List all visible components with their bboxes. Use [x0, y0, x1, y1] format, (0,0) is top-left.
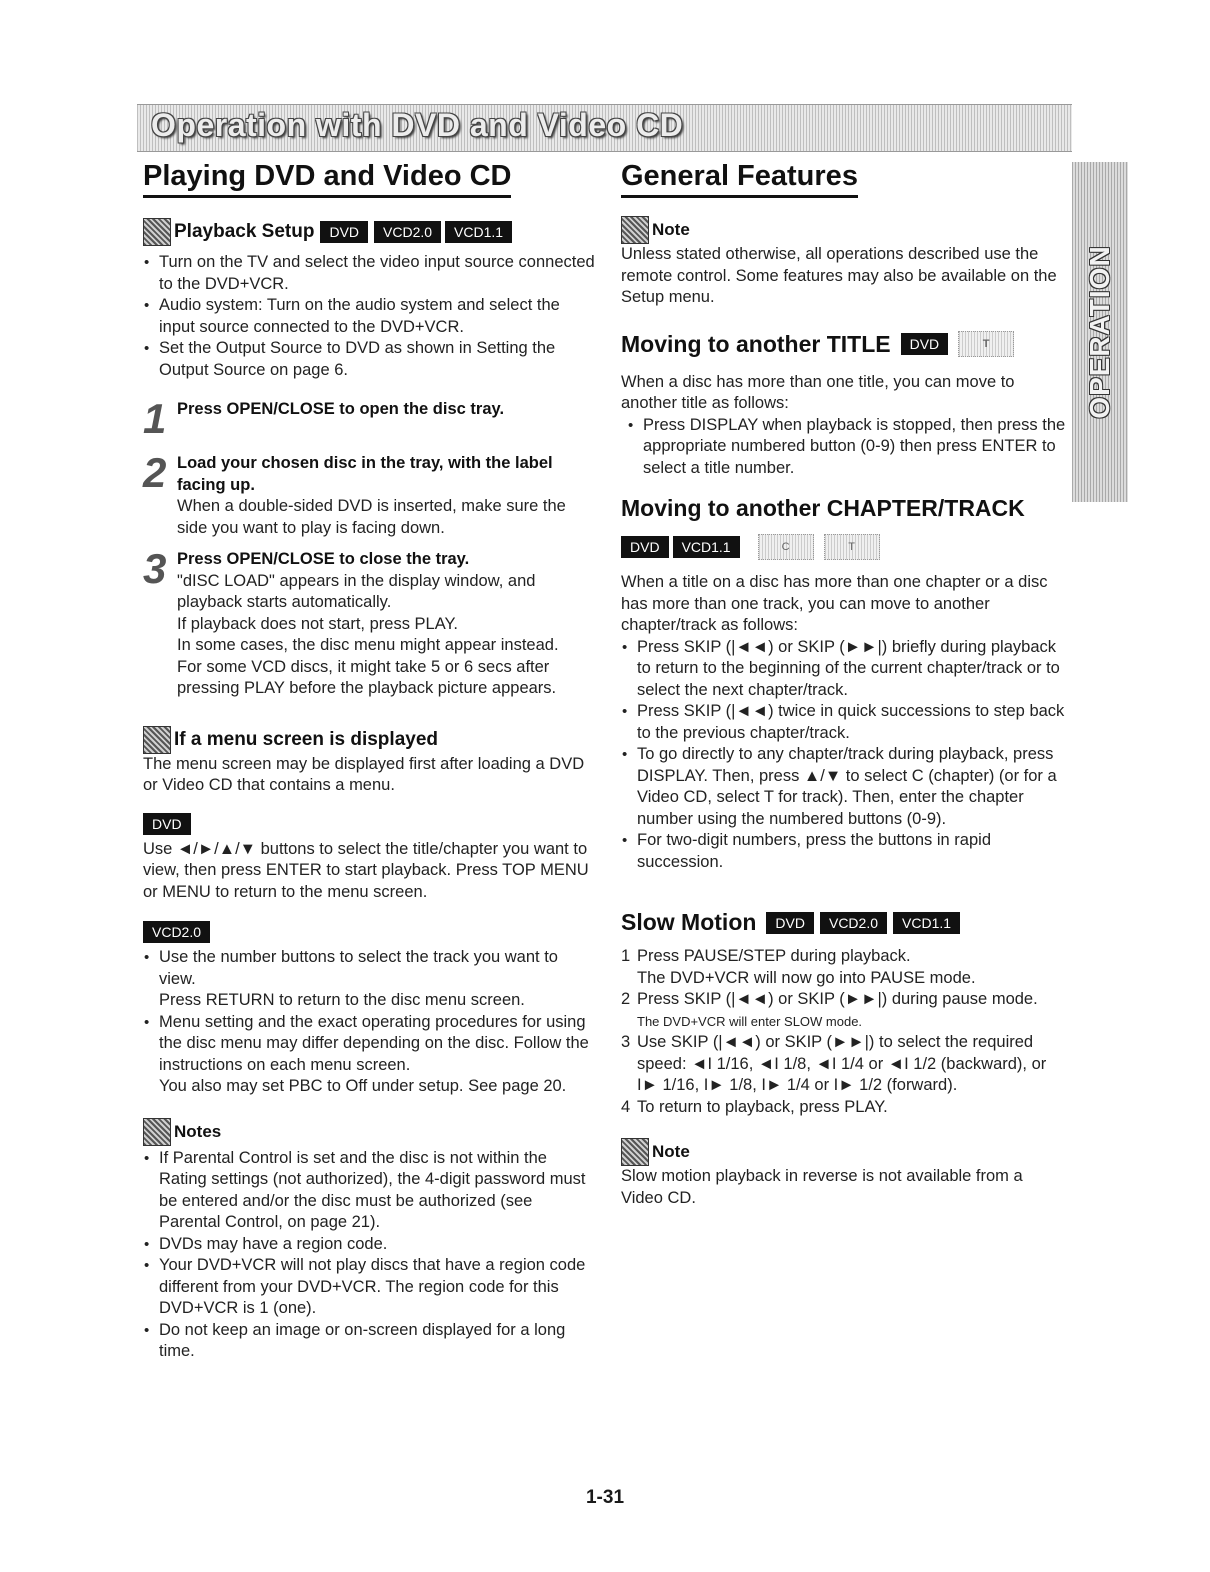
- list-item: • Turn on the TV and select the video input source connected to the DVD+VCR.: [143, 252, 598, 295]
- playback-setup-list: [143, 252, 598, 381]
- step-1: [143, 395, 598, 445]
- vcd20-badge: VCD2.0: [143, 921, 210, 943]
- page-number: 1-31: [585, 1487, 625, 1508]
- note-icon: [143, 726, 171, 754]
- right-column: [621, 160, 1069, 1209]
- dvd-badge: DVD: [766, 912, 814, 934]
- step-3: [143, 545, 598, 700]
- notes-title: Notes: [174, 1121, 222, 1141]
- list-item: 2 Press SKIP (|◄◄) or SKIP (►►|) during pause mode. The DVD+VCR will enter SLOW mode.: [621, 990, 1038, 1029]
- step-body: When a double-sided DVD is inserted, make sure the side you want to play is facing down.: [177, 497, 566, 537]
- display-indicator-icon: T: [958, 331, 1014, 357]
- vcd20-badge: VCD2.0: [374, 221, 441, 243]
- step-body: For some VCD discs, it might take 5 or 6 secs after pressing PLAY before the playback picture appears.: [177, 657, 557, 697]
- vcd-block: [143, 921, 598, 1098]
- list-item: • Menu setting and the exact operating procedures for using the disc menu may differ depending on the disc. Follow the instructions on each menu screen. You also may set PBC to Off under setup. See page 20.: [143, 1012, 598, 1098]
- title-heading: [621, 331, 1069, 358]
- list-item: • Your DVD+VCR will not play discs that have a region code different from your DVD+VCR. The region code for this DVD+VCR is 1 (one).: [143, 1255, 598, 1320]
- list-item: 3 Use SKIP (|◄◄) or SKIP (►►|) to select the required speed: ◄I 1/16, ◄I 1/8, ◄I 1/4 or ◄I 1/2 (backward), or I► 1/16, I► 1/8, I► 1/4 or I► 1/2 (forward).: [621, 1033, 1047, 1094]
- dvd-badge: DVD: [320, 221, 368, 243]
- vcd11-badge: VCD1.1: [673, 536, 740, 558]
- step-head: Load your chosen disc in the tray, with the label facing up.: [177, 454, 553, 494]
- page-banner: [137, 104, 1072, 152]
- list-item: • Audio system: Turn on the audio system and select the input source connected to the DVD+VCR.: [143, 295, 598, 338]
- menu-screen-title: If a menu screen is displayed: [174, 728, 438, 750]
- chapter-intro: When a title on a disc has more than one chapter or a disc has more than one track, you can move to another chapter/track as follows:: [621, 573, 1048, 634]
- notes-list: [143, 1148, 598, 1363]
- note-icon: [621, 1138, 649, 1166]
- step-body: "dISC LOAD" appears in the display window, and playback starts automatically.: [177, 571, 536, 611]
- list-item: 1 Press PAUSE/STEP during playback. The DVD+VCR will now go into PAUSE mode.: [621, 947, 976, 987]
- dvd-instructions: Use ◄/►/▲/▼ buttons to select the title/chapter you want to view, then press ENTER to start playback. Press TOP MENU or MENU to return to the menu screen.: [143, 839, 589, 901]
- chapter-indicator-icon: C: [758, 534, 814, 560]
- chapter-badges: [621, 534, 1069, 560]
- dvd-badge: DVD: [143, 813, 191, 835]
- note-heading: [621, 216, 1069, 244]
- note2-heading: [621, 1138, 1069, 1166]
- list-item: • Do not keep an image or on-screen displayed for a long time.: [143, 1320, 598, 1363]
- list-item: • If Parental Control is set and the disc is not within the Rating settings (not authorized), the 4-digit password must be entered and/or the disc must be authorized (see Parental Control, on page 21).: [143, 1148, 598, 1234]
- step-body: In some cases, the disc menu might appear instead.: [177, 636, 559, 654]
- list-item: • Press SKIP (|◄◄) or SKIP (►►|) briefly during playback to return to the beginning of the current chapter/track or to select the next chapter/track.: [621, 637, 1069, 702]
- note-text: Unless stated otherwise, all operations described use the remote control. Some features may also be available on the Setup menu.: [621, 245, 1057, 306]
- title-list: [621, 415, 1069, 480]
- banner-title: Operation with DVD and Video CD: [151, 107, 684, 143]
- note-icon: [143, 1118, 171, 1146]
- title-section-heading: Moving to another TITLE: [621, 330, 891, 357]
- chapter-heading: [621, 495, 1069, 522]
- note-title: Note: [652, 220, 690, 239]
- step-head: Press OPEN/CLOSE to close the tray.: [177, 550, 470, 568]
- list-item: • Press DISPLAY when playback is stopped, then press the appropriate numbered button (0-9) then press ENTER to select a title number.: [627, 415, 1069, 480]
- side-tab-label: OPERATION: [1084, 245, 1115, 419]
- chapter-section-heading: Moving to another CHAPTER/TRACK: [621, 495, 1025, 521]
- dvd-badge: DVD: [901, 333, 949, 355]
- slow-motion-heading: [621, 909, 1069, 936]
- dvd-block: [143, 813, 598, 904]
- vcd-list: [143, 947, 598, 1098]
- list-item: • For two-digit numbers, press the buttons in rapid succession.: [621, 830, 1069, 873]
- list-item: 4 To return to playback, press PLAY.: [621, 1097, 888, 1116]
- section-title-playing: Playing DVD and Video CD: [143, 160, 511, 198]
- title-indicator-icon: T: [824, 534, 880, 560]
- note-icon: [621, 216, 649, 244]
- step-number: 1: [143, 395, 167, 442]
- note-icon: [143, 218, 171, 246]
- list-item: • To go directly to any chapter/track during playback, press DISPLAY. Then, press ▲/▼ to select C (chapter) (or for a Video CD, select T for track). Then, enter the chapter number using the numbered buttons (0-9).: [621, 744, 1069, 830]
- section-title-general: General Features: [621, 160, 858, 198]
- slow-motion-steps: [621, 946, 1069, 1118]
- step-number: 3: [143, 545, 167, 592]
- left-column: [143, 160, 598, 1363]
- vcd20-badge: VCD2.0: [820, 912, 887, 934]
- slow-motion-title: Slow Motion: [621, 909, 757, 935]
- vcd11-badge: VCD1.1: [445, 221, 512, 243]
- menu-screen-intro: The menu screen may be displayed first after loading a DVD or Video CD that contains a menu.: [143, 754, 585, 794]
- vcd11-badge: VCD1.1: [893, 912, 960, 934]
- list-item: • DVDs may have a region code.: [143, 1234, 598, 1256]
- step-body: If playback does not start, press PLAY.: [177, 614, 458, 633]
- playback-setup-heading: [143, 218, 598, 246]
- step-head: Press OPEN/CLOSE to open the disc tray.: [177, 400, 505, 418]
- side-tab: [1072, 162, 1128, 502]
- dvd-badge: DVD: [621, 536, 669, 558]
- title-intro: When a disc has more than one title, you can move to another title as follows:: [621, 372, 1015, 412]
- step-number: 2: [143, 449, 167, 496]
- list-item: • Set the Output Source to DVD as shown in Setting the Output Source on page 6.: [143, 338, 598, 381]
- playback-setup-title: Playback Setup: [174, 221, 315, 242]
- menu-screen-heading: [143, 726, 598, 754]
- list-item: • Use the number buttons to select the track you want to view. Press RETURN to return to the disc menu screen.: [143, 947, 598, 1012]
- list-item: • Press SKIP (|◄◄) twice in quick successions to step back to the previous chapter/track.: [621, 701, 1069, 744]
- chapter-list: [621, 637, 1069, 874]
- notes-heading: [143, 1118, 598, 1146]
- step-2: [143, 449, 598, 539]
- note2-text: Slow motion playback in reverse is not available from a Video CD.: [621, 1167, 1023, 1207]
- note2-title: Note: [652, 1142, 690, 1161]
